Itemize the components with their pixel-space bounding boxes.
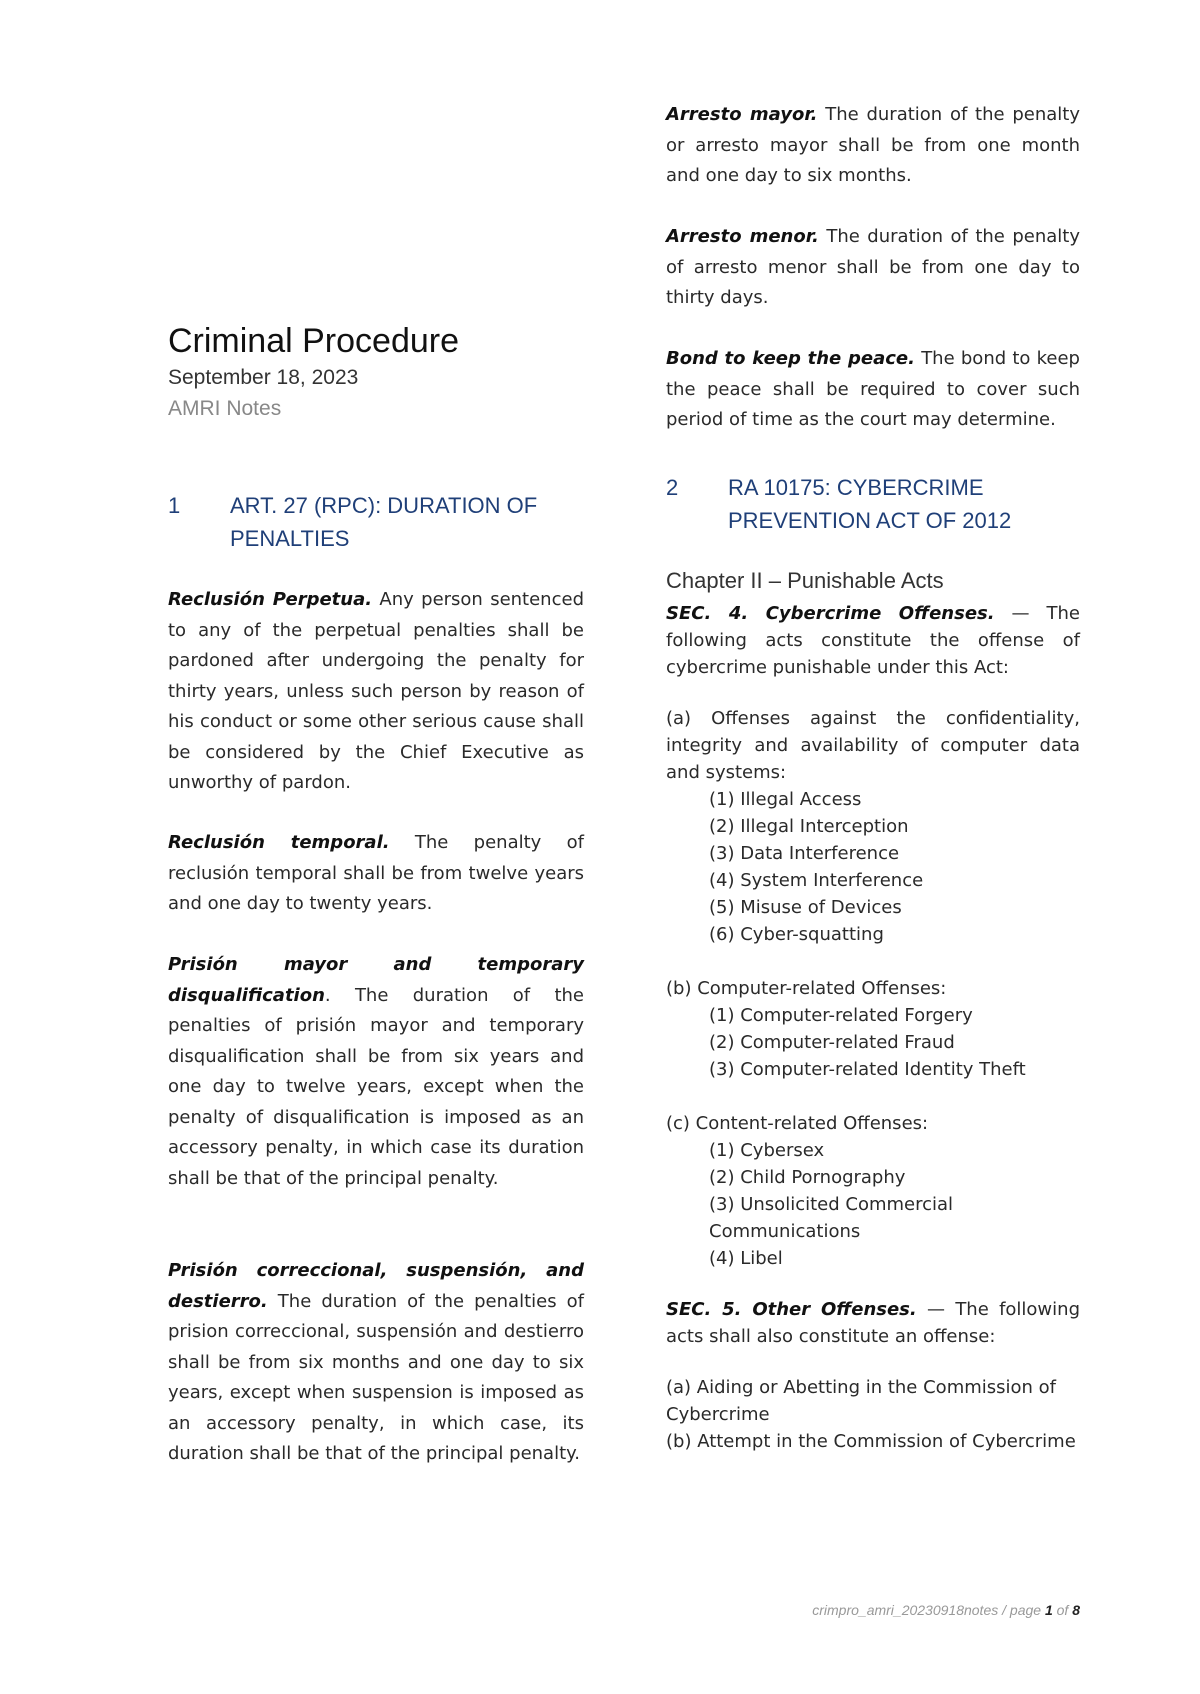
list-item: (5) Misuse of Devices [709, 897, 902, 918]
group-c-head: (c) Content-related Offenses: [666, 1113, 929, 1134]
group-b-head: (b) Computer-related Offenses: [666, 978, 947, 999]
section-heading-2 [666, 471, 1088, 537]
paragraph-reclusion-temporal [168, 828, 584, 920]
paragraph-arresto-menor [666, 222, 1080, 314]
term: SEC. 4. Cybercrime Offenses. [666, 603, 995, 624]
group-a-head: (a) Offenses against the confidentiality, integrity and availability of computer data and systems: [666, 708, 1080, 783]
term: Reclusión temporal. [168, 832, 390, 853]
text: — The following acts shall also constitute an offense: [666, 1299, 1080, 1347]
doc-title: Criminal Procedure [168, 322, 459, 360]
page-footer [812, 1602, 1080, 1618]
section-heading-1 [168, 489, 590, 555]
list-item: (1) Computer-related Forgery [709, 1005, 973, 1026]
term: SEC. 5. Other Offenses. [666, 1299, 917, 1320]
footer-file: crimpro_amri_20230918notes / page [812, 1602, 1045, 1618]
text: The bond to keep the peace shall be required to cover such period of time as the court may determine. [666, 348, 1080, 430]
footer-of: of [1052, 1602, 1073, 1618]
list-item: (2) Illegal Interception [709, 816, 909, 837]
text: . The duration of the penalties of prisión mayor and temporary disqualification shall be from six years and one day to twelve years, except when the penalty of disqualification is imposed as an accessory penalty, in which case its duration shall be that of the principal penalty. [168, 984, 584, 1189]
term: Prisión correccional, suspensión, and destierro. [168, 1260, 584, 1312]
section-number: 2 [666, 475, 679, 500]
page-total: 8 [1072, 1602, 1080, 1618]
paragraph-arresto-mayor [666, 100, 1080, 192]
paragraph-reclusion-perpetua [168, 585, 584, 799]
list-item: (2) Computer-related Fraud [709, 1032, 955, 1053]
sec4-intro [666, 600, 1080, 681]
text: The duration of the penalty of arresto menor shall be from one day to thirty days. [666, 226, 1080, 308]
term: Arresto menor. [666, 226, 819, 247]
doc-date: September 18, 2023 [168, 366, 359, 389]
text: — The following acts constitute the offense of cybercrime punishable under this Act: [666, 603, 1080, 678]
term: Reclusión Perpetua. [168, 589, 373, 610]
list-item: (1) Illegal Access [709, 789, 862, 810]
paragraph-prision-correccional [168, 1256, 584, 1470]
list-item: (2) Child Pornography [709, 1167, 906, 1188]
list-item: (4) Libel [709, 1248, 783, 1269]
text: Any person sentenced to any of the perpetual penalties shall be pardoned after undergoing the penalty for thirty years, unless such person by reason of his conduct or some other serious cause shall be considered by the Chief Executive as unworthy of pardon. [168, 589, 584, 793]
term: Prisión mayor and temporary disqualification [168, 954, 584, 1006]
section-number: 1 [168, 493, 181, 518]
sec5-item: (b) Attempt in the Commission of Cybercrime [666, 1431, 1076, 1452]
text: The duration of the penalty or arresto mayor shall be from one month and one day to six months. [666, 104, 1080, 186]
doc-subtitle: AMRI Notes [168, 397, 282, 420]
chapter-title: Chapter II – Punishable Acts [666, 568, 944, 593]
list-item: (4) System Interference [709, 870, 924, 891]
list-item: (6) Cyber-squatting [709, 924, 884, 945]
term: Arresto mayor. [666, 104, 818, 125]
sec5-item: (a) Aiding or Abetting in the Commission of Cybercrime [666, 1377, 1057, 1425]
paragraph-bond [666, 344, 1080, 436]
sec5-intro [666, 1296, 1080, 1350]
paragraph-prision-mayor [168, 950, 584, 1194]
section-title: RA 10175: CYBERCRIME PREVENTION ACT OF 2012 [728, 475, 1012, 533]
text: The duration of the penalties of prision correccional, suspensión and destierro shall be from six months and one day to six years, except when suspension is imposed as an accessory penalty, in which case, its duration shall be that of the principal penalty. [168, 1290, 584, 1464]
list-item: (3) Computer-related Identity Theft [709, 1059, 1026, 1080]
term: Bond to keep the peace. [666, 348, 915, 369]
list-item: (3) Data Interference [709, 843, 900, 864]
list-item: (3) Unsolicited Commercial Communications [709, 1194, 954, 1242]
text: The penalty of reclusión temporal shall be from twelve years and one day to twenty years. [168, 832, 584, 914]
sec4-block [666, 600, 1080, 1455]
page-number: 1 [1044, 1602, 1053, 1618]
list-item: (1) Cybersex [709, 1140, 825, 1161]
section-title: ART. 27 (RPC): DURATION OF PENALTIES [230, 493, 538, 551]
